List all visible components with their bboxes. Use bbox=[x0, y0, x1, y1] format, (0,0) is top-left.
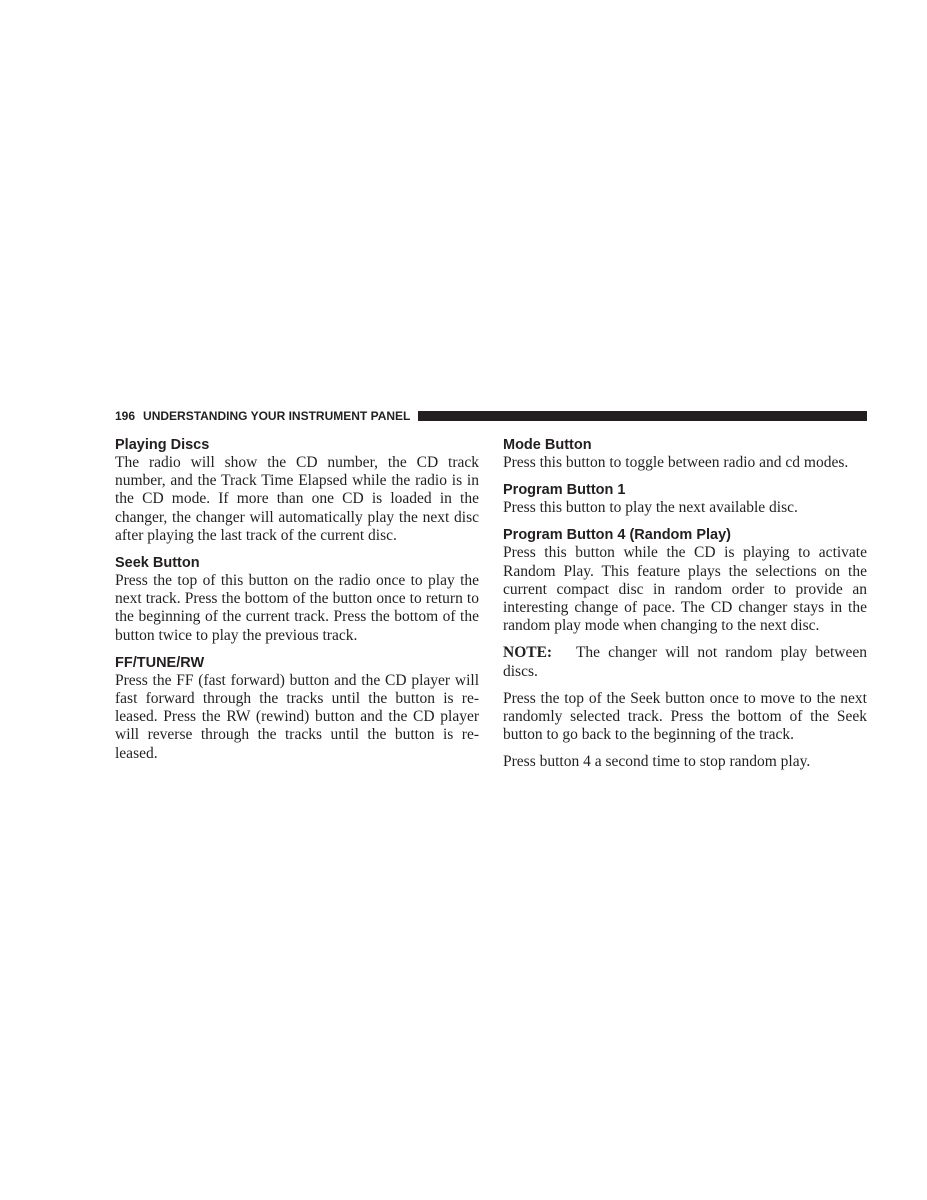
page-number: 196 bbox=[115, 409, 136, 423]
section-seek-button bbox=[115, 554, 479, 645]
section-ff-tune-rw bbox=[115, 654, 479, 763]
note-text: The changer will not random play between discs. bbox=[503, 644, 867, 680]
section-title: UNDERSTANDING YOUR INSTRUMENT PANEL bbox=[143, 409, 411, 423]
section-mode-button bbox=[503, 436, 867, 472]
body-ff-tune-rw: Press the FF (fast forward) button and the CD player will fast forward through the tracks until the button is re-leased. Press the RW (rewind) button and the CD player will reverse through the tracks until the button is re-leased. bbox=[115, 671, 479, 762]
note-paragraph bbox=[503, 644, 867, 680]
heading-program-button-1: Program Button 1 bbox=[503, 482, 626, 499]
heading-seek-button: Seek Button bbox=[115, 555, 200, 572]
left-column bbox=[115, 436, 479, 772]
heading-playing-discs: Playing Discs bbox=[115, 437, 210, 453]
section-playing-discs bbox=[115, 436, 479, 545]
heading-program-button-4: Program Button 4 (Random Play) bbox=[503, 527, 731, 544]
note-label: NOTE: bbox=[503, 644, 553, 662]
page-header bbox=[115, 407, 867, 425]
header-rule bbox=[418, 411, 867, 421]
heading-mode-button: Mode Button bbox=[503, 437, 592, 453]
section-program-button-1 bbox=[503, 481, 867, 517]
body-mode-button: Press this button to toggle between radio and cd modes. bbox=[503, 454, 849, 471]
para-seek-random: Press the top of the Seek button once to move to the next randomly selected track. Press the bottom of the Seek button to go back to the beginning of the track. bbox=[503, 689, 867, 744]
body-seek-button: Press the top of this button on the radio once to play the next track. Press the bottom of the button once to return to the beginning of the current track. Press the bottom of the button twice to play the previous track. bbox=[115, 572, 479, 644]
body-program-button-4: Press this button while the CD is playing to activate Random Play. This feature plays the selections on the current compact disc in random order to provide an interesting change of pace. The CD changer stays in the random play mode when changing to the next disc. bbox=[503, 544, 867, 635]
para-stop-random: Press button 4 a second time to stop random play. bbox=[503, 753, 811, 771]
right-column bbox=[503, 436, 867, 781]
body-playing-discs: The radio will show the CD number, the CD track number, and the Track Time Elapsed while the radio is in the CD mode. If more than one CD is loaded in the changer, the changer will automatically play the next disc after playing the last track of the current disc. bbox=[115, 454, 479, 544]
section-program-button-4 bbox=[503, 526, 867, 635]
heading-ff-tune-rw: FF/TUNE/RW bbox=[115, 654, 205, 671]
body-program-button-1: Press this button to play the next available disc. bbox=[503, 499, 798, 517]
